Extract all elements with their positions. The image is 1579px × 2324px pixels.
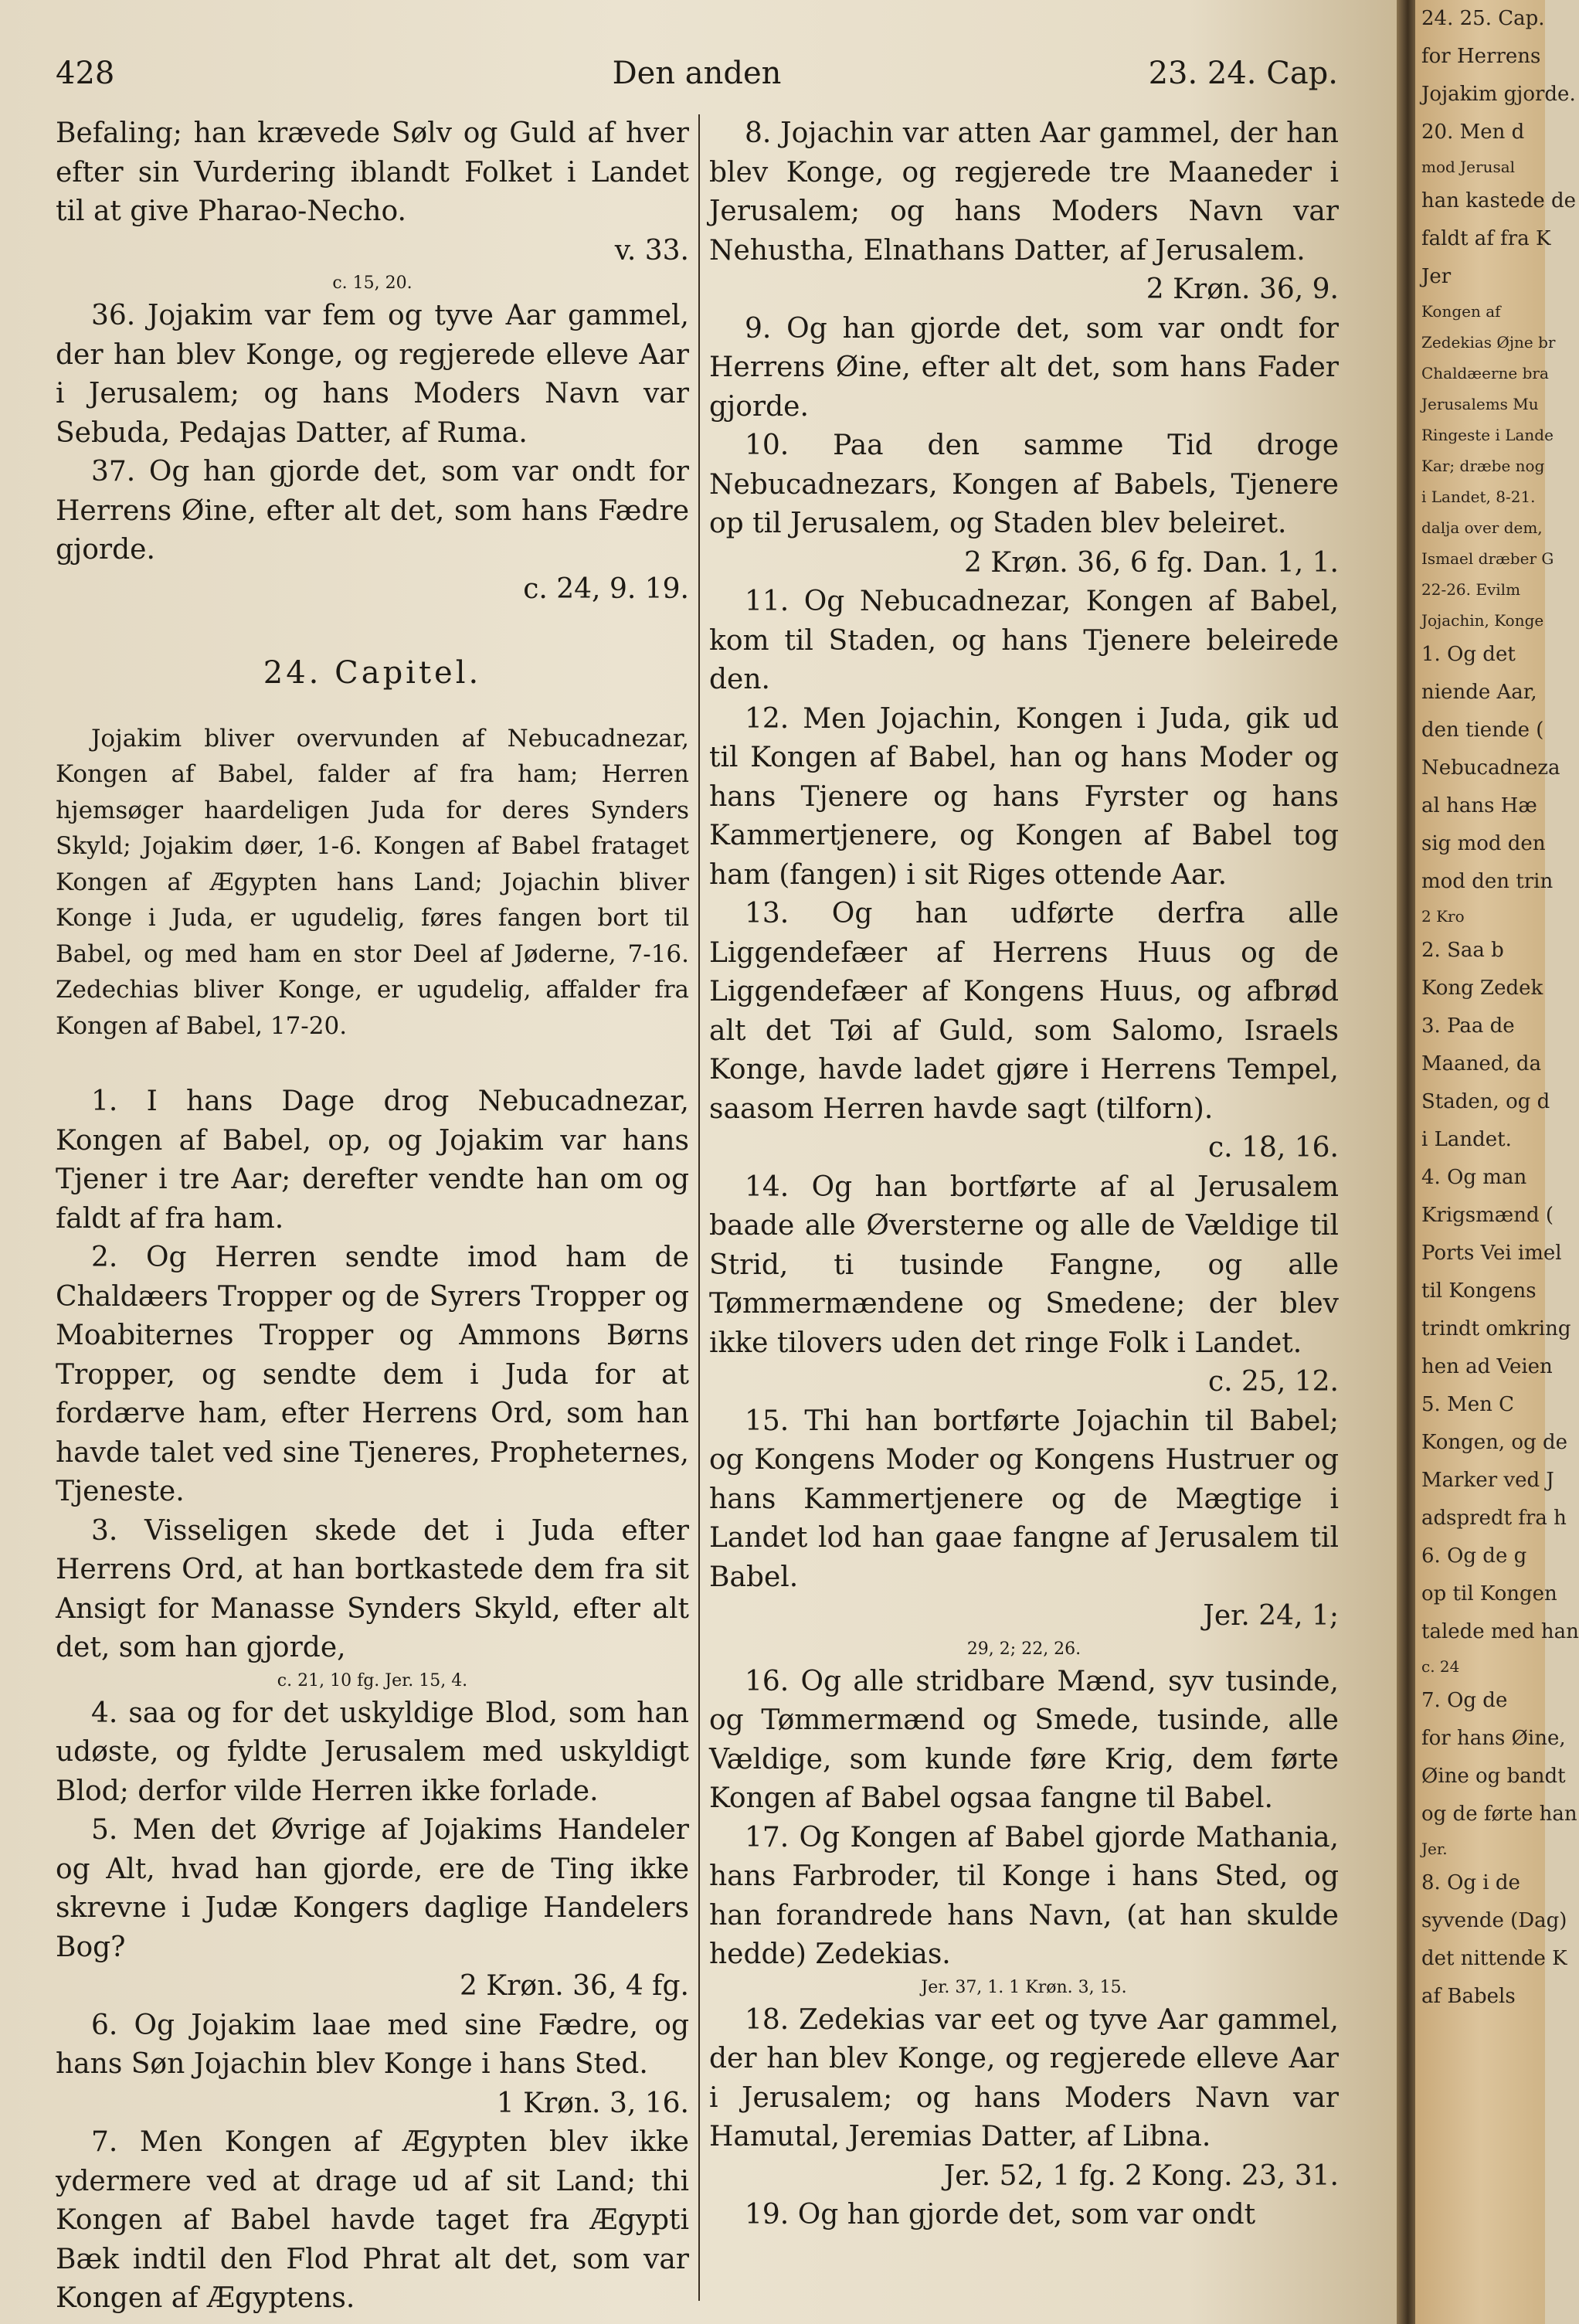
facing-page-fragment: Chaldæerne bra <box>1421 364 1549 382</box>
facing-page-fragment: 2 Kro <box>1421 907 1465 926</box>
facing-page-fragment: dalja over dem, <box>1421 518 1543 537</box>
verse-14: 14. Og han bortførte af al Jerusalem baade alle Øversterne og alle de Vældige til Strid, ti tusinde Fangne, og alle Tømmermændene og Smedene; der blev ikke tilovers uden det ringe Folk i Landet. <box>709 1170 1339 1359</box>
cross-reference-small: Jer. 37, 1. 1 Krøn. 3, 15. <box>921 1977 1127 1997</box>
right-column <box>709 114 1339 2235</box>
verse-37: 37. Og han gjorde det, som var ondt for Herrens Øine, efter alt det, som hans Fædre gjorde. <box>56 456 689 566</box>
facing-page-fragment: Jer. <box>1421 1840 1448 1858</box>
chapter-summary: Jojakim bliver overvunden af Nebucadnezar, Kongen af Babel, falder af fra ham; Herren hjemsøger haardeligen Juda for deres Synders Skyld; Jojakim døer, 1-6. Kongen af Babel frataget Kongen af Ægypten hans Land; Jojachin bliver Konge i Juda, er ugudelig, føres fangen bort til Babel, og med ham en stor Deel af Jøderne, 7-16. Zedechias bliver Konge, er ugudelig, affalder fra Kongen af Babel, 17-20. <box>56 724 689 1040</box>
cross-reference: Jer. 52, 1 fg. 2 Kong. 23, 31. <box>943 2159 1339 2192</box>
cross-reference: Jer. 24, 1; <box>1203 1600 1339 1632</box>
facing-page-fragment: op til Kongen <box>1421 1582 1557 1605</box>
facing-page-fragment: 24. 25. Cap. <box>1421 7 1545 30</box>
facing-page-fragment: 8. Og i de <box>1421 1871 1520 1894</box>
facing-page-fragment: hen ad Veien <box>1421 1355 1553 1378</box>
facing-page-fragment: i Landet, 8-21. <box>1421 488 1536 506</box>
page-number: 428 <box>56 56 115 91</box>
facing-page-fragment: mod den trin <box>1421 870 1554 893</box>
facing-page-fragment: 4. Og man <box>1421 1166 1527 1189</box>
facing-page-fragment: Krigsmænd ( <box>1421 1204 1554 1227</box>
facing-page-fragment: Kar; dræbe nog <box>1421 457 1545 475</box>
facing-page-fragment: Jojakim gjorde. <box>1421 83 1576 106</box>
verse-8: 8. Jojachin var atten Aar gammel, der han blev Konge, og regjerede tre Maaneder i Jerusalem; og hans Moders Navn var Nehustha, Elnathans Datter, af Jerusalem. <box>709 117 1339 267</box>
verse-17: 17. Og Kongen af Babel gjorde Mathania, hans Farbroder, til Konge i hans Sted, og han forandrede hans Navn, (at han skulde hedde) Zedekias. <box>709 1821 1339 1970</box>
cross-reference: 2 Krøn. 36, 6 fg. Dan. 1, 1. <box>963 546 1339 579</box>
chapter-heading: 24. Capitel. <box>263 655 482 691</box>
facing-page-fragment: 1. Og det <box>1421 643 1516 666</box>
facing-page-fragment: for Herrens <box>1421 45 1541 68</box>
facing-page-fragment: 7. Og de <box>1421 1689 1508 1712</box>
verse-2: 2. Og Herren sendte imod ham de Chaldæers Tropper og de Syrers Tropper og Moabiternes Tropper og Ammons Børns Tropper, og sendte dem i Juda for at fordærve ham, efter Herrens Ord, som han havde talet ved sine Tjeneres, Propheternes, Tjeneste. <box>56 1242 689 1507</box>
facing-page-fragment: Ismael dræber G <box>1421 549 1554 568</box>
verse-12: 12. Men Jojachin, Kongen i Juda, gik ud til Kongen af Babel, han og hans Moder og hans Tjenere og hans Fyrster og hans Kammertjenere, og Kongen af Babel tog ham (fangen) i sit Riges ottende Aar. <box>709 702 1339 891</box>
facing-page-fragment: det nittende K <box>1421 1947 1567 1970</box>
facing-page-fragment: Maaned, da <box>1421 1052 1542 1075</box>
facing-page-fragment: faldt af fra K <box>1421 227 1551 250</box>
verse-16: 16. Og alle stridbare Mænd, syv tusinde, og Tømmermænd og Smede, tusinde, alle Vældige, som kunde føre Krig, dem førte Kongen af Babel ogsaa fangne til Babel. <box>709 1665 1339 1814</box>
facing-page-fragment: den tiende ( <box>1421 719 1544 742</box>
facing-page-fragment: Kong Zedek <box>1421 977 1543 1000</box>
facing-page-fragment: Ringeste i Lande <box>1421 426 1554 444</box>
cross-reference-small: 29, 2; 22, 26. <box>966 1639 1082 1659</box>
verse-6: 6. Og Jojakim laae med sine Fædre, og hans Søn Jojachin blev Konge i hans Sted. <box>56 2009 689 2080</box>
facing-page-fragment: sig mod den <box>1421 832 1546 855</box>
facing-page-fragment: syvende (Dag) <box>1421 1909 1567 1932</box>
chapter-reference: 23. 24. Cap. <box>1148 56 1338 91</box>
facing-page-fragment: Øine og bandt <box>1421 1765 1566 1788</box>
facing-page-fragment: Nebucadneza <box>1421 756 1560 780</box>
facing-page-fragment: c. 24 <box>1421 1657 1460 1676</box>
verse-10: 10. Paa den samme Tid droge Nebucadnezars, Kongen af Babels, Tjenere op til Jerusalem, og Staden blev beleiret. <box>709 430 1339 539</box>
facing-page-fragment: talede med han <box>1421 1620 1579 1643</box>
column-divider <box>698 114 700 2301</box>
facing-page-fragment: af Babels <box>1421 1985 1516 2008</box>
left-column <box>56 114 689 2319</box>
facing-page-fragment: Kongen, og de <box>1421 1431 1568 1454</box>
verse-continuation: Befaling; han krævede Sølv og Guld af hver efter sin Vurdering iblandt Folket i Landet til at give Pharao-Necho. <box>56 117 689 227</box>
facing-page-fragment: Jer <box>1421 265 1452 288</box>
facing-page-fragment: og de førte han <box>1421 1802 1577 1826</box>
cross-reference: 2 Krøn. 36, 9. <box>1146 274 1339 305</box>
facing-page-fragment: Ports Vei imel <box>1421 1242 1562 1265</box>
cross-reference: 1 Krøn. 3, 16. <box>496 2087 689 2119</box>
facing-page-fragment: Zedekias Øjne br <box>1421 333 1556 352</box>
cross-reference-small: c. 15, 20. <box>332 274 413 293</box>
verse-3: 3. Visseligen skede det i Juda efter Herrens Ord, at han bortkastede dem fra sit Ansigt for Manasse Synders Skyld, efter alt det, som han gjorde, <box>56 1514 689 1663</box>
facing-page-fragment: 2. Saa b <box>1421 939 1504 962</box>
facing-page-fragment: 3. Paa de <box>1421 1014 1515 1038</box>
facing-page-fragment: Jojachin, Konge <box>1421 611 1544 630</box>
cross-reference: c. 18, 16. <box>1208 1132 1339 1164</box>
verse-11: 11. Og Nebucadnezar, Kongen af Babel, kom til Staden, og hans Tjenere beleirede den. <box>709 586 1339 695</box>
facing-page-fragment: for hans Øine, <box>1421 1727 1566 1750</box>
facing-page-fragment: Jerusalems Mu <box>1421 395 1539 413</box>
verse-13: 13. Og han udførte derfra alle Liggendefæer af Herrens Huus og de Liggendefæer af Kongens Huus, og afbrød alt det Tøi af Guld, som Salomo, Israels Konge, havde ladet gjøre i Herrens Tempel, saasom Herren havde sagt (tilforn). <box>709 898 1339 1125</box>
facing-page-fragment: Staden, og d <box>1421 1090 1550 1113</box>
running-header <box>56 56 1338 102</box>
verse-36: 36. Jojakim var fem og tyve Aar gammel, der han blev Konge, og regjerede elleve Aar i Jerusalem; og hans Moders Navn var Sebuda, Pedajas Datter, af Ruma. <box>56 300 689 449</box>
facing-page-edge <box>1415 0 1579 2324</box>
facing-page-fragment: 5. Men C <box>1421 1393 1514 1416</box>
facing-page-fragment: al hans Hæ <box>1421 794 1537 817</box>
facing-page-fragment: han kastede de <box>1421 189 1577 212</box>
verse-4: 4. saa og for det uskyldige Blod, som han udøste, og fyldte Jerusalem med uskyldigt Blod; derfor vilde Herren ikke forlade. <box>56 1697 689 1807</box>
facing-page-fragment: 20. Men d <box>1421 121 1525 144</box>
facing-page-fragment: Marker ved J <box>1421 1469 1554 1492</box>
facing-page-fragment: adspredt fra h <box>1421 1507 1567 1530</box>
facing-page-fragment: trindt omkring <box>1421 1317 1571 1340</box>
verse-1: 1. I hans Dage drog Nebucadnezar, Kongen af Babel, op, og Jojakim var hans Tjener i tre Aar; derefter vendte han om og faldt af fra ham. <box>56 1086 689 1235</box>
cross-reference-small: c. 21, 10 fg. Jer. 15, 4. <box>277 1670 468 1690</box>
cross-reference: c. 24, 9. 19. <box>523 573 689 605</box>
facing-page-fragment: 22-26. Evilm <box>1421 580 1521 599</box>
cross-reference: v. 33. <box>614 234 689 267</box>
verse-18: 18. Zedekias var eet og tyve Aar gammel, der han blev Konge, og regjerede elleve Aar i Jerusalem; og hans Moders Navn var Hamutal, Jeremias Datter, af Libna. <box>709 2003 1339 2152</box>
book-gutter <box>1397 0 1415 2324</box>
facing-page-fragment: niende Aar, <box>1421 681 1537 704</box>
verse-7: 7. Men Kongen af Ægypten blev ikke ydermere ved at drage ud af sit Land; thi Kongen af Babel havde taget fra Ægypti Bæk indtil den Flod Phrat alt det, som var Kongen af Ægyptens. <box>56 2126 689 2314</box>
verse-5: 5. Men det Øvrige af Jojakims Handeler og Alt, hvad han gjorde, ere de Ting ikke skrevne i Judæ Kongers daglige Handelers Bog? <box>56 1814 689 1963</box>
facing-page-fragment: i Landet. <box>1421 1128 1512 1151</box>
verse-15: 15. Thi han bortførte Jojachin til Babel; og Kongens Moder og Kongens Hustruer og hans Kammertjenere og de Mægtige i Landet lod han gaae fangne af Jerusalem til Babel. <box>709 1405 1339 1593</box>
verse-9: 9. Og han gjorde det, som var ondt for Herrens Øine, efter alt det, som hans Fader gjorde. <box>709 312 1339 423</box>
facing-page-fragment: mod Jerusal <box>1421 158 1516 176</box>
verse-19: 19. Og han gjorde det, som var ondt <box>745 2199 1256 2231</box>
facing-page-fragment: til Kongens <box>1421 1279 1537 1303</box>
cross-reference: 2 Krøn. 36, 4 fg. <box>459 1970 689 2002</box>
facing-page-fragment: 6. Og de g <box>1421 1544 1527 1568</box>
facing-page-fragment: Kongen af <box>1421 302 1501 321</box>
cross-reference: c. 25, 12. <box>1208 1366 1339 1398</box>
running-title: Den anden <box>612 56 782 91</box>
